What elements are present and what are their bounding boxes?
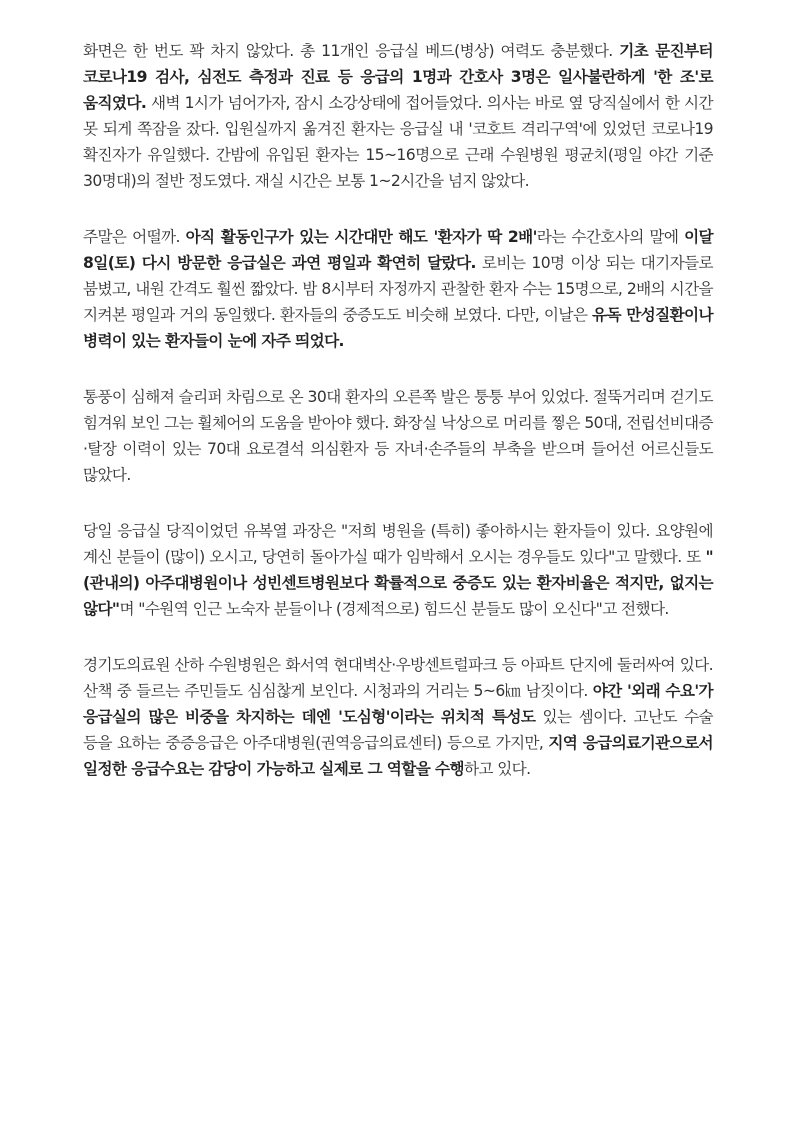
article-body <box>83 38 713 812</box>
text-run: 며 "수원역 인근 노숙자 분들이나 (경제적으로) 힘드신 분들도 많이 오신다"고 전했다. <box>119 600 669 618</box>
paragraph-5 <box>83 652 713 782</box>
bold-text-run: 아직 활동인구가 있는 시간대만 해도 '환자가 딱 2배' <box>185 228 537 246</box>
text-run: 통풍이 심해져 슬리퍼 차림으로 온 30대 환자의 오른쪽 발은 퉁퉁 부어 있었다. 절뚝거리며 걷기도 힘겨워 보인 그는 휠체어의 도움을 받아야 했다. 화장실 낙상으로 머리를 찧은 50대, 전립선비대증·탈장 이력이 있는 70대 요로결석 의심환자 등 자녀·손주들의 부축을 받으며 들어선 어르신들도 많았다. <box>83 388 713 484</box>
bold-text-run: "(관내의) 아주대병원이나 성빈센트병원보다 확률적으로 중증도 있는 환자비율은 적지만, 없지는 않다" <box>83 548 713 618</box>
text-run: 로비는 10명 이상 되는 대기자들로 붐볐고, 내원 간격도 훨씬 짧았다. 밤 8시부터 자정까지 관찰한 환자 수는 15명으로, 2배의 시간을 지켜본 평일과 거의 동일했다. 환자들의 중증도도 비슷해 보였다. 다만, 이날은 <box>83 254 713 324</box>
text-run: 주말은 어떨까. <box>83 228 186 246</box>
text-run: 화면은 한 번도 꽉 차지 않았다. 총 11개인 응급실 베드(병상) 여력도 충분했다. <box>83 42 620 60</box>
paragraph-3 <box>83 384 713 488</box>
bold-text-run: 기초 문진부터 코로나19 검사, 심전도 측정과 진료 등 응급의 1명과 간호사 3명은 일사불란하게 '한 조'로 움직였다. <box>83 42 713 112</box>
paragraph-2 <box>83 224 713 354</box>
text-run: 당일 응급실 당직이었던 유복열 과장은 "저희 병원을 (특히) 좋아하시는 환자들이 있다. 요양원에 계신 분들이 (많이) 오시고, 당연히 돌아가실 때가 임박해서 오시는 경우들도 있다"고 말했다. 또 <box>83 522 713 566</box>
bold-text-run: 지역 응급의료기관으로서 일정한 응급수요는 감당이 가능하고 실제로 그 역할을 수행 <box>83 734 713 778</box>
paragraph-4 <box>83 518 713 622</box>
bold-text-run: 유독 만성질환이나 병력이 있는 환자들이 눈에 자주 띄었다. <box>83 306 713 350</box>
text-run: 하고 있다. <box>463 760 531 778</box>
text-run: 경기도의료원 산하 수원병원은 화서역 현대벽산·우방센트럴파크 등 아파트 단지에 둘러싸여 있다. 산책 중 들르는 주민들도 심심찮게 보인다. 시청과의 거리는 5~6㎞ 남짓이다. <box>83 656 713 700</box>
bold-text-run: 야간 '외래 수요'가 응급실의 많은 비중을 차지하는 데엔 '도심형'이라는 위치적 특성도 <box>83 682 713 726</box>
bold-text-run: 이달 8일(토) 다시 방문한 응급실은 과연 평일과 확연히 달랐다. <box>83 228 713 272</box>
text-run: 새벽 1시가 넘어가자, 잠시 소강상태에 접어들었다. 의사는 바로 옆 당직실에서 한 시간 못 되게 쪽잠을 잤다. 입원실까지 옮겨진 환자는 응급실 내 '코호트 격리구역'에 있었던 코로나19 확진자가 유일했다. 간밤에 유입된 환자는 15~16명으로 근래 수원병원 평균치(평일 야간 기준 30명대)의 절반 정도였다. 재실 시간은 보통 1~2시간을 넘지 않았다. <box>83 94 713 190</box>
text-run: 라는 수간호사의 말에 <box>536 228 685 246</box>
text-run: 있는 셈이다. 고난도 수술 등을 요하는 중증응급은 아주대병원(권역응급의료센터) 등으로 가지만, <box>83 708 714 752</box>
paragraph-1 <box>83 38 713 194</box>
